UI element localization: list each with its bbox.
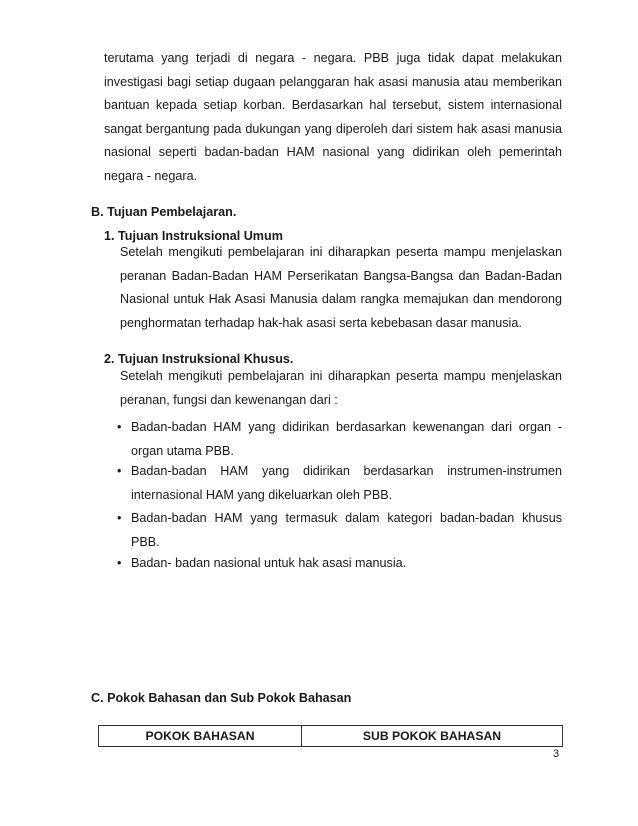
general-objective-text: Setelah mengikuti pembelajaran ini diharapkan peserta mampu menjelaskan peranan Badan-Badan HAM Perserikatan Bangsa-Bangsa dan Badan-Badan Nasional untuk Hak Asasi Manusia dalam rangka memajukan dan mendorong penghormatan terhadap hak-hak asasi serta kebebasan dasar manusia. [120,245,562,330]
bullet-icon: • [117,464,122,478]
list-item-text: Badan-badan HAM yang termasuk dalam kategori badan-badan khusus PBB. [131,511,562,549]
page-number: 3 [553,748,560,760]
topics-table-header [98,725,563,747]
list-item-text: Badan-badan HAM yang didirikan berdasarkan kewenangan dari organ - organ utama PBB. [131,420,562,458]
section-c-heading: C. Pokok Bahasan dan Sub Pokok Bahasan [91,691,352,705]
column-header-topic: POKOK BAHASAN [99,726,302,746]
intro-paragraph: terutama yang terjadi di negara - negara. PBB juga tidak dapat melakukan investigasi bagi setiap dugaan pelanggaran hak asasi manusia atau memberikan bantuan kepada setiap korban. Berdasarkan hal tersebut, sistem internasional sangat bergantung pada dukungan yang diperoleh dari sistem hak asasi manusia nasional seperti badan-badan HAM nasional yang didirikan oleh pemerintah negara - negara. [104,51,562,183]
bullet-icon: • [117,556,122,570]
bullet-icon: • [117,420,122,434]
general-objective-heading: 1. Tujuan Instruksional Umum [104,229,283,243]
bullet-icon: • [117,511,122,525]
column-header-subtopic: SUB POKOK BAHASAN [362,729,502,743]
specific-objective-heading: 2. Tujuan Instruksional Khusus. [104,352,294,366]
list-item-text: Badan-badan HAM yang didirikan berdasarkan instrumen-instrumen internasional HAM yang dikeluarkan oleh PBB. [131,464,562,502]
list-item-text: Badan- badan nasional untuk hak asasi manusia. [131,556,407,570]
section-b-heading: B. Tujuan Pembelajaran. [91,205,237,219]
specific-objective-intro: Setelah mengikuti pembelajaran ini diharapkan peserta mampu menjelaskan peranan, fungsi dan kewenangan dari : [120,369,562,407]
